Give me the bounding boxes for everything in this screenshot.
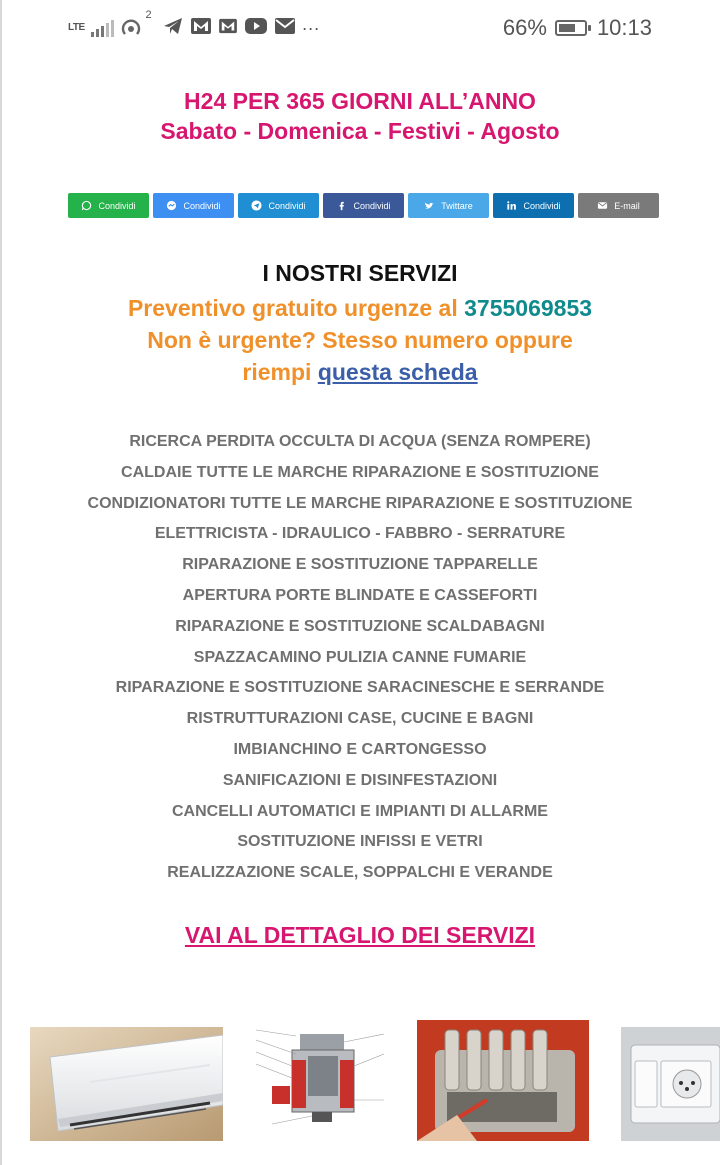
- air-conditioner-image[interactable]: [30, 1027, 223, 1141]
- lte-indicator: LTE: [68, 22, 85, 33]
- service-item: RIPARAZIONE E SOSTITUZIONE TAPPARELLE: [182, 556, 538, 574]
- service-item: SPAZZACAMINO PULIZIA CANNE FUMARIE: [193, 648, 527, 666]
- phone-number-link[interactable]: 3755069853: [464, 295, 593, 321]
- share-label: E-mail: [614, 200, 640, 211]
- share-email-button[interactable]: [578, 193, 659, 218]
- services-title: I NOSTRI SERVIZI: [262, 260, 458, 286]
- services-detail-link[interactable]: VAI AL DETTAGLIO DEI SERVIZI: [184, 922, 536, 948]
- status-bar: [0, 0, 720, 56]
- share-messenger-button[interactable]: [153, 193, 234, 218]
- mail-icon: [274, 17, 296, 40]
- service-item: IMBIANCHINO E CARTONGESSO: [233, 740, 487, 758]
- share-telegram-button[interactable]: [238, 193, 319, 218]
- hotspot-icon: [120, 9, 152, 39]
- share-whatsapp-button[interactable]: [68, 193, 149, 218]
- battery-fill: [559, 24, 575, 32]
- more-notifications-icon: ···: [301, 17, 320, 38]
- share-label: Condividi: [268, 200, 306, 211]
- service-item: REALIZZAZIONE SCALE, SOPPALCHI E VERANDE: [167, 864, 553, 882]
- form-sheet-link[interactable]: questa scheda: [317, 359, 478, 385]
- service-item: RICERCA PERDITA OCCULTA DI ACQUA (SENZA ROMPERE): [129, 433, 591, 450]
- hotspot-count: 2: [145, 9, 152, 21]
- share-bar: [68, 193, 659, 218]
- service-item: CALDAIE TUTTE LE MARCHE RIPARAZIONE E SOSTITUZIONE: [121, 463, 599, 481]
- service-item: APERTURA PORTE BLINDATE E CASSEFORTI: [182, 586, 538, 604]
- share-label: Twittare: [441, 200, 473, 211]
- wall-socket-image[interactable]: [621, 1027, 720, 1141]
- boiler-diagram-image[interactable]: [252, 1020, 388, 1130]
- telegram-icon: [162, 15, 184, 42]
- service-item: SOSTITUZIONE INFISSI E VETRI: [237, 833, 483, 851]
- lock-cylinder-image[interactable]: [417, 1020, 589, 1141]
- not-urgent-line: Non è urgente? Stesso numero oppure: [147, 327, 573, 353]
- quote-line: [0, 292, 720, 324]
- youtube-icon: [244, 17, 268, 40]
- availability-headline: H24 PER 365 GIORNI ALL’ANNO: [184, 88, 536, 114]
- share-facebook-button[interactable]: [323, 193, 404, 218]
- share-label: Condividi: [353, 200, 391, 211]
- telegram-icon: [251, 200, 262, 211]
- services-gallery: [0, 1020, 720, 1145]
- service-item: CONDIZIONATORI TUTTE LE MARCHE RIPARAZIONE E SOSTITUZIONE: [87, 494, 633, 512]
- availability-days: Sabato - Domenica - Festivi - Agosto: [160, 118, 560, 144]
- share-linkedin-button[interactable]: [493, 193, 574, 218]
- service-item: ELETTRICISTA - IDRAULICO - FABBRO - SERRATURE: [154, 525, 566, 543]
- share-label: Condividi: [98, 200, 136, 211]
- battery-icon: [555, 20, 587, 36]
- mail-icon: [597, 200, 608, 211]
- whatsapp-icon: [81, 200, 92, 211]
- share-label: Condividi: [523, 200, 561, 211]
- service-item: RIPARAZIONE E SOSTITUZIONE SARACINESCHE E SERRANDE: [115, 679, 605, 697]
- form-line-text: riempi: [242, 359, 318, 385]
- service-item: SANIFICAZIONI E DISINFESTAZIONI: [222, 771, 498, 789]
- services-list: [0, 427, 720, 889]
- service-item: RIPARAZIONE E SOSTITUZIONE SCALDABAGNI: [175, 617, 545, 635]
- facebook-icon: [336, 200, 347, 211]
- messenger-icon: [166, 200, 177, 211]
- share-label: Condividi: [183, 200, 221, 211]
- service-item: RISTRUTTURAZIONI CASE, CUCINE E BAGNI: [186, 710, 534, 728]
- twitter-icon: [424, 200, 435, 211]
- linkedin-icon: [506, 200, 517, 211]
- quote-text: Preventivo gratuito urgenze al: [127, 295, 465, 321]
- share-twitter-button[interactable]: [408, 193, 489, 218]
- gmail-icon: [190, 17, 212, 40]
- signal-bars-icon: [91, 19, 114, 37]
- clock: 10:13: [596, 15, 652, 40]
- service-item: CANCELLI AUTOMATICI E IMPIANTI DI ALLARME: [172, 802, 548, 820]
- form-line: [0, 356, 720, 388]
- gmail-icon: [218, 18, 238, 39]
- battery-percent: 66%: [502, 15, 547, 40]
